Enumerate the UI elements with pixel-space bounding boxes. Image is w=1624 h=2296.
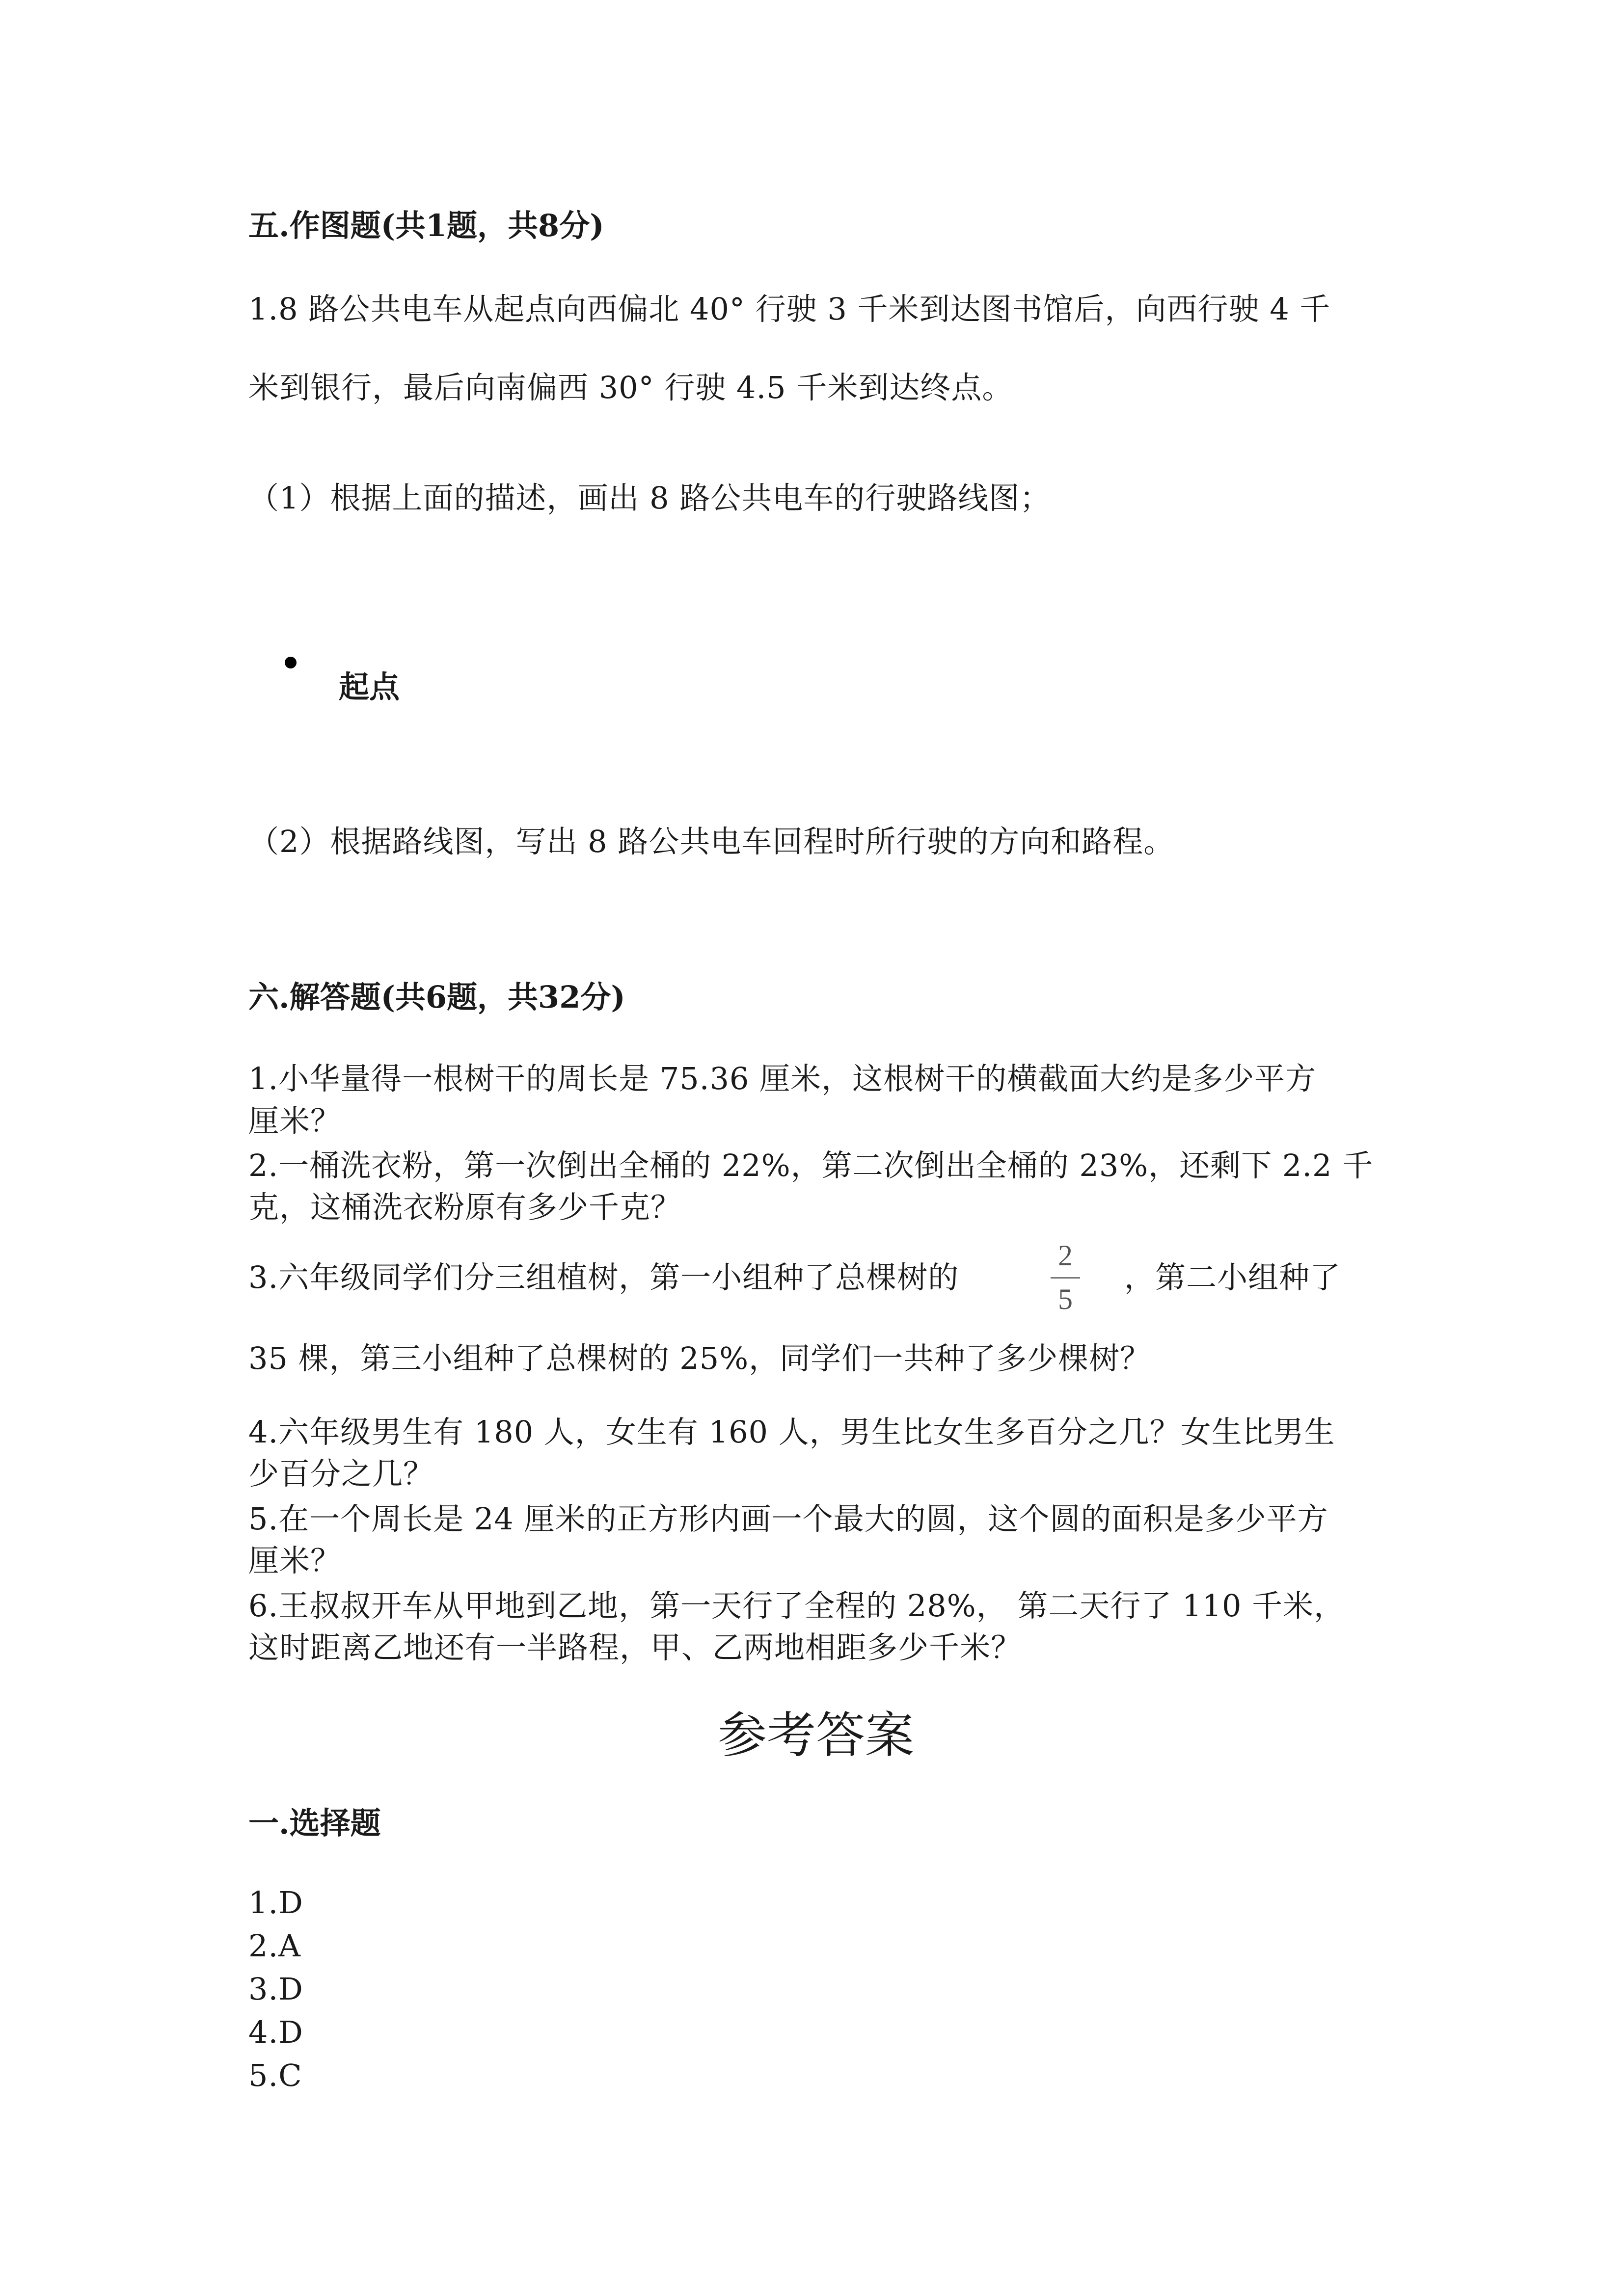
question-text: 3.六年级同学们分三组植树，第一小组种了总棵树的	[248, 1259, 959, 1295]
question-text: 1.8 路公共电车从起点向西偏北 40° 行驶 3 千米到达图书馆后，向西行驶 4 千	[248, 291, 1331, 327]
start-point-label: 起点	[339, 669, 400, 705]
question-text: 2.一桶洗衣粉，第一次倒出全桶的 22%，第二次倒出全桶的 23%，还剩下 2.2 千	[248, 1148, 1374, 1183]
answer-item: 2.A	[248, 1928, 301, 1964]
question-text: 厘米？	[248, 1103, 342, 1139]
question-text: 4.六年级男生有 180 人，女生有 160 人，男生比女生多百分之几？女生比男生	[248, 1414, 1335, 1450]
question-text: 1.小华量得一根树干的周长是 75.36 厘米，这根树干的横截面大约是多少平方	[248, 1061, 1317, 1096]
section-5-heading: 五.作图题(共1题，共8分)	[248, 208, 604, 243]
fraction-numerator: 2	[1058, 1239, 1073, 1272]
answers-section-1-heading: 一.选择题	[248, 1805, 381, 1841]
question-text: 少百分之几？	[248, 1456, 434, 1492]
start-point-marker	[285, 657, 297, 668]
section-6-heading: 六.解答题(共6题，共32分)	[248, 979, 625, 1015]
subquestion-2: （2）根据路线图，写出 8 路公共电车回程时所行驶的方向和路程。	[248, 824, 1175, 859]
question-text: 米到银行，最后向南偏西 30° 行驶 4.5 千米到达终点。	[248, 370, 1013, 405]
answers-title: 参考答案	[718, 1707, 914, 1764]
question-text: ，第二小组种了	[1124, 1259, 1341, 1295]
subquestion-1: （1）根据上面的描述，画出 8 路公共电车的行驶路线图；	[248, 480, 1051, 516]
question-text: 6.王叔叔开车从甲地到乙地，第一天行了全程的 28%， 第二天行了 110 千米，	[248, 1588, 1345, 1624]
fraction	[1051, 1241, 1080, 1314]
fraction-bar	[1051, 1277, 1080, 1279]
answer-item: 3.D	[248, 1971, 303, 2007]
fraction-denominator: 5	[1058, 1283, 1073, 1315]
question-text: 克，这桶洗衣粉原有多少千克？	[248, 1189, 682, 1225]
question-text: 5.在一个周长是 24 厘米的正方形内画一个最大的圆，这个圆的面积是多少平方	[248, 1501, 1328, 1537]
answer-item: 1.D	[248, 1885, 303, 1921]
question-text: 35 棵，第三小组种了总棵树的 25%，同学们一共种了多少棵树？	[248, 1340, 1151, 1376]
answer-item: 4.D	[248, 2014, 303, 2050]
answer-item: 5.C	[248, 2057, 302, 2093]
question-text: 这时距离乙地还有一半路程，甲、乙两地相距多少千米？	[248, 1629, 1022, 1665]
question-text: 厘米？	[248, 1543, 342, 1578]
